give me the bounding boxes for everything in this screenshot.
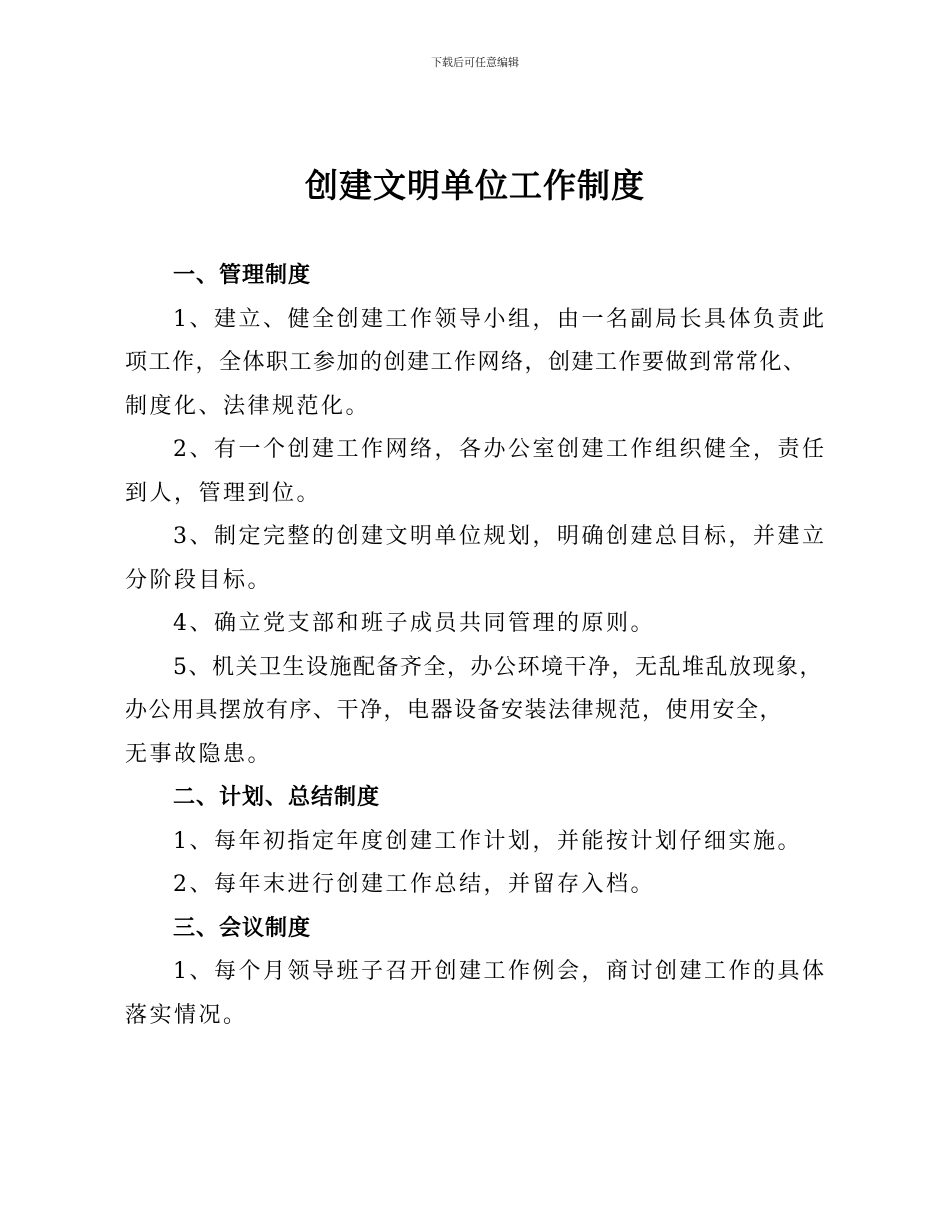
paragraph-line: 2、有一个创建工作网络，各办公室创建工作组织健全，责任 — [173, 437, 827, 462]
document-body — [125, 254, 835, 1037]
paragraph-line: 项工作，全体职工参加的创建工作网络，创建工作要做到常常化、 — [125, 350, 807, 375]
paragraph-line: 5、机关卫生设施配备齐全，办公环境干净，无乱堆乱放现象， — [173, 654, 823, 680]
paragraph-line: 分阶段目标。 — [125, 567, 273, 593]
paragraph-line: 到人，管理到位。 — [125, 480, 322, 506]
paragraph-line: 1、每个月领导班子召开创建工作例会，商讨创建工作的具体 — [173, 959, 827, 984]
paragraph-line: 3、制定完整的创建文明单位规划，明确创建总目标，并建立 — [173, 524, 827, 549]
paragraph-line: 1、建立、健全创建工作领导小组，由一名副局长具体负责此 — [173, 306, 827, 332]
paragraph-line: 办公用具摆放有序、干净，电器设备安装法律规范，使用安全， — [125, 698, 784, 723]
document-title: 创建文明单位工作制度 — [305, 166, 645, 205]
paragraph-line: 制度化、法律规范化。 — [125, 393, 371, 419]
section-heading-management: 一、管理制度 — [173, 263, 312, 288]
section-heading-meeting: 三、会议制度 — [173, 915, 312, 941]
paragraph-line: 1、每年初指定年度创建工作计划，并能按计划仔细实施。 — [173, 828, 802, 854]
paragraph-line: 4、确立党支部和班子成员共同管理的原则。 — [173, 611, 655, 636]
section-heading-plan-summary: 二、计划、总结制度 — [173, 785, 381, 810]
paragraph-line: 落实情况。 — [125, 1002, 248, 1028]
paragraph-line: 无事故隐患。 — [125, 741, 273, 767]
page-header-note: 下载后可任意编辑 — [431, 56, 519, 69]
paragraph-line: 2、每年末进行创建工作总结，并留存入档。 — [173, 872, 655, 897]
